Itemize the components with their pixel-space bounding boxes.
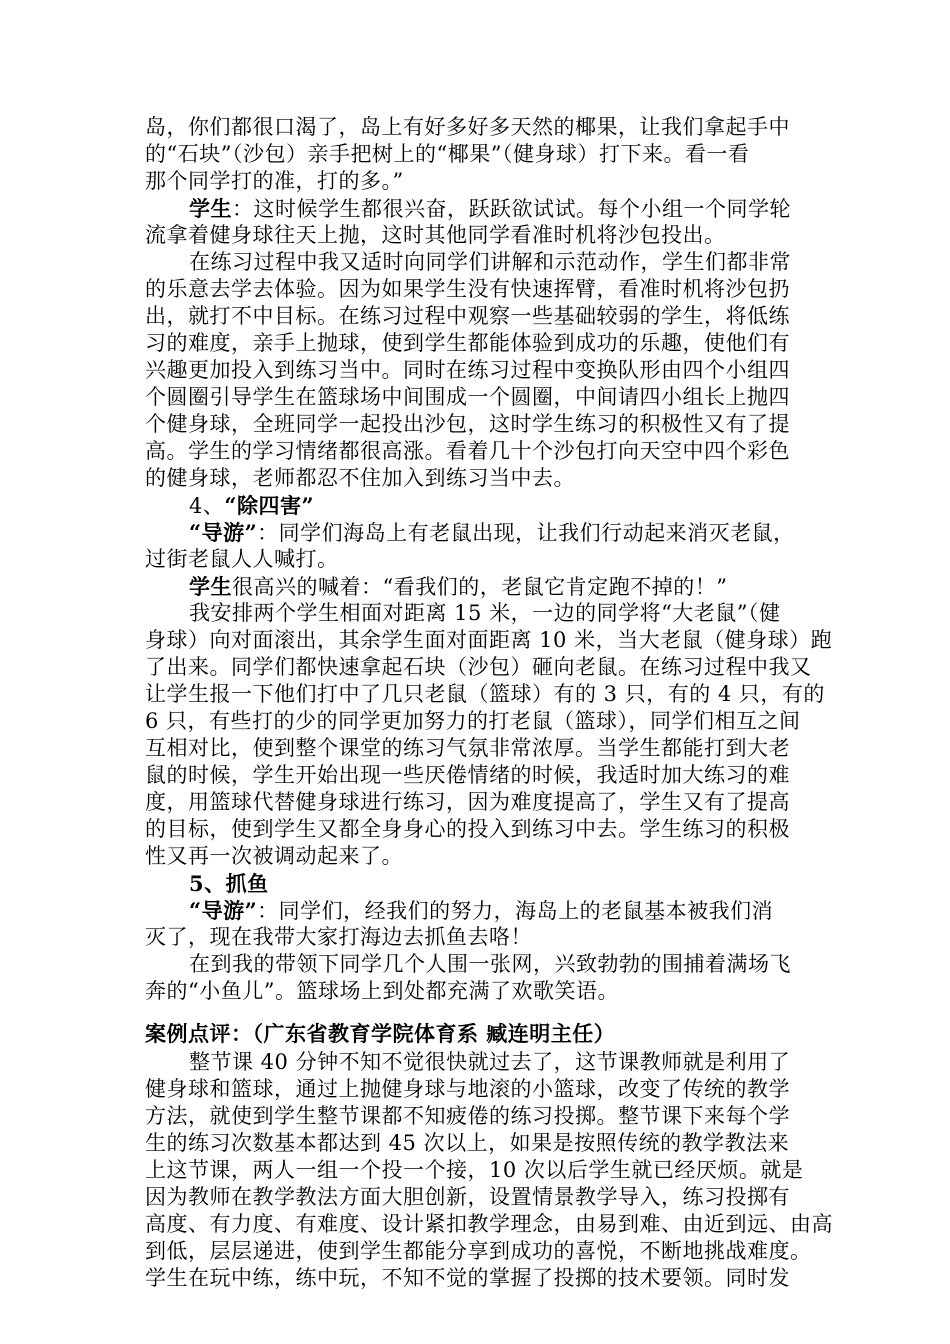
student-label: 学生: [189, 196, 232, 221]
text-line: 互相对比，使到整个课堂的练习气氛非常浓厚。当学生都能打到大老: [145, 736, 790, 760]
text-span: ：同学们，经我们的努力，海岛上的老鼠基本被我们消: [257, 899, 774, 923]
spacer: [145, 1005, 835, 1019]
text-line: 健身球和篮球，通过上抛健身球与地滚的小篮球，改变了传统的教学: [145, 1077, 790, 1101]
text-line: 鼠的时候，学生开始出现一些厌倦情绪的时候，我适时加大练习的难: [145, 763, 790, 787]
text-line: 因为教师在教学教法方面大胆创新，设置情景教学导入，练习投掷有: [145, 1185, 790, 1209]
text-span: 很高兴的喊着：“看我们的，老鼠它肯定跑不掉的！”: [232, 575, 728, 599]
guide-label: “导游”: [189, 520, 258, 545]
text-line: 生的练习次数基本都达到 45 次以上，如果是按照传统的教学教法来: [145, 1131, 790, 1155]
student-label: 学生: [189, 574, 232, 599]
text-line: [145, 573, 835, 600]
text-line: 的“石块”（沙包）亲手把树上的“椰果”（健身球）打下来。看一看: [145, 142, 750, 166]
text-line: 出，就打不中目标。在练习过程中观察一些基础较弱的学生，将低练: [145, 304, 790, 328]
text-line: 个圆圈引导学生在篮球场中间围成一个圆圈，中间请四小组长上抛四: [145, 385, 790, 409]
text-line: 的乐意去学去体验。因为如果学生没有快速挥臂，看准时机将沙包扔: [145, 277, 790, 301]
document-page: [145, 114, 835, 1292]
text-line: 的目标，使到学生又都全身身心的投入到练习中去。学生练习的积极: [145, 817, 790, 841]
text-line: 岛，你们都很口渴了，岛上有好多好多天然的椰果，让我们拿起手中: [145, 115, 790, 139]
review-heading: 案例点评：（广东省教育学院体育系 臧连明主任）: [145, 1022, 616, 1046]
text-line: [145, 195, 835, 222]
text-line: 过街老鼠人人喊打。: [145, 547, 339, 571]
text-line: 在练习过程中我又适时向同学们讲解和示范动作，学生们都非常: [189, 250, 791, 274]
text-line: 性又再一次被调动起来了。: [145, 844, 403, 868]
text-line: 6 只，有些打的少的同学更加努力的打老鼠（篮球），同学们相互之间: [145, 709, 801, 733]
section-number: 4、: [189, 494, 225, 518]
text-line: 习的难度，亲手上抛球，使到学生都能体验到成功的乐趣，使他们有: [145, 331, 790, 355]
text-line: 高度、有力度、有难度、设计紧扣教学理念，由易到难、由近到远、由高: [145, 1212, 833, 1236]
text-line: 那个同学打的准，打的多。”: [145, 169, 404, 193]
text-line: 学生在玩中练，练中玩，不知不觉的掌握了投掷的技术要领。同时发: [145, 1266, 790, 1290]
text-line: 在到我的带领下同学几个人围一张网，兴致勃勃的围捕着满场飞: [189, 952, 791, 976]
text-line: 的健身球，老师都忍不住加入到练习当中去。: [145, 466, 575, 490]
text-line: [145, 519, 835, 546]
text-line: 灭了，现在我带大家打海边去抓鱼去咯！: [145, 925, 532, 949]
section-heading: [145, 492, 835, 519]
guide-label: “导游”: [189, 898, 258, 923]
text-line: 个健身球，全班同学一起投出沙包，这时学生练习的积极性又有了提: [145, 412, 790, 436]
text-line: [145, 897, 835, 924]
text-line: 身球）向对面滚出，其余学生面对面距离 10 米，当大老鼠（健身球）跑: [145, 628, 833, 652]
text-line: 度，用篮球代替健身球进行练习，因为难度提高了，学生又有了提高: [145, 790, 790, 814]
text-line: 我安排两个学生相面对距离 15 米，一边的同学将“大老鼠”（健: [189, 601, 781, 625]
text-span: ：这时候学生都很兴奋，跃跃欲试试。每个小组一个同学轮: [232, 197, 791, 221]
text-line: 让学生报一下他们打中了几只老鼠（篮球）有的 3 只，有的 4 只，有的: [145, 682, 825, 706]
text-line: 奔的“小鱼儿”。篮球场上到处都充满了欢歌笑语。: [145, 979, 619, 1003]
text-line: 兴趣更加投入到练习当中。同时在练习过程中变换队形由四个小组四: [145, 358, 790, 382]
text-line: 到低，层层递进，使到学生都能分享到成功的喜悦，不断地挑战难度。: [145, 1239, 812, 1263]
text-span: ：同学们海岛上有老鼠出现，让我们行动起来消灭老鼠，: [257, 521, 795, 545]
text-line: 高。学生的学习情绪都很高涨。看着几十个沙包打向天空中四个彩色: [145, 439, 790, 463]
text-line: 流拿着健身球往天上抛，这时其他同学看准时机将沙包投出。: [145, 223, 726, 247]
text-line: 方法，就使到学生整节课都不知疲倦的练习投掷。整节课下来每个学: [145, 1104, 790, 1128]
section-title: “除四害”: [224, 493, 315, 518]
text-line: 整节课 40 分钟不知不觉很快就过去了，这节课教师就是利用了: [189, 1050, 791, 1074]
section-heading: 5、抓鱼: [189, 871, 269, 896]
text-line: 上这节课，两人一组一个投一个接，10 次以后学生就已经厌烦。就是: [145, 1158, 804, 1182]
text-line: 了出来。同学们都快速拿起石块（沙包）砸向老鼠。在练习过程中我又: [145, 655, 812, 679]
